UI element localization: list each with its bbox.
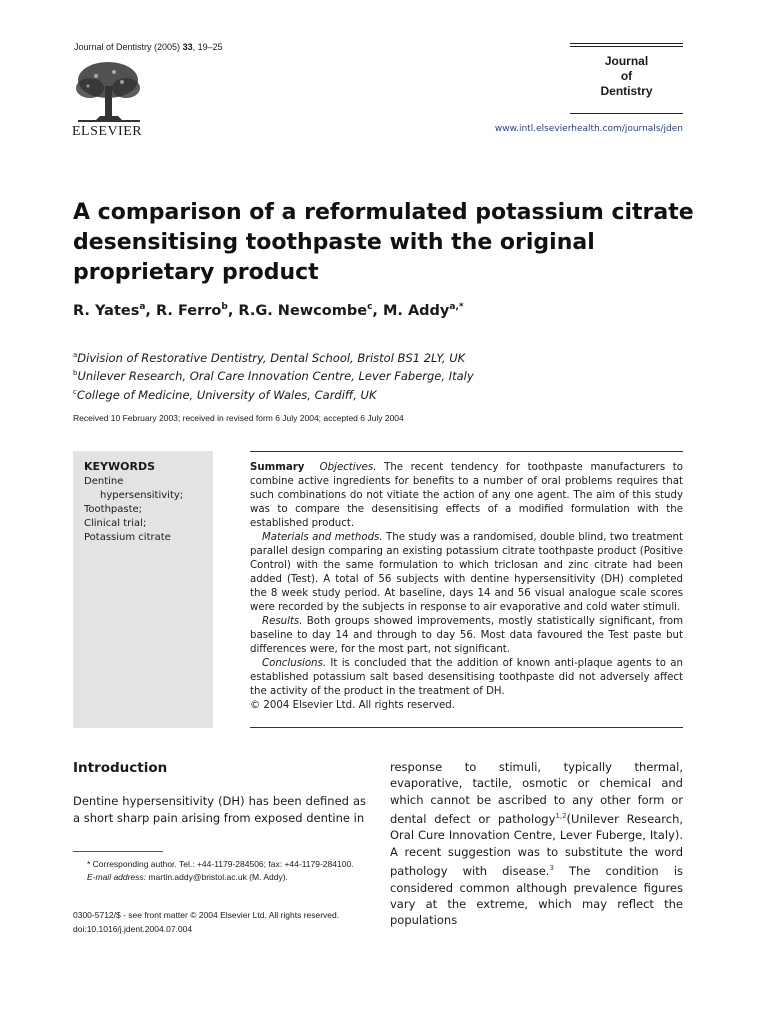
abstract-copyright: © 2004 Elsevier Ltd. All rights reserved. <box>250 700 455 711</box>
journal-title-line-3: Dentistry <box>600 84 653 98</box>
journal-title-line-1: Journal <box>604 54 649 68</box>
abstract-methods: The study was a randomised, double blind, two treatment parallel design comparing an existing potassium citrate toothpaste product (Positive Control) with the same formulation to which triclosan and zinc citrate had been added (Test). A total of 56 subjects with dentine hypersensitivity (DH) completed the 8 week study period. At baseline, days 14 and 56 visual analogue scale scores were recorded by the subjects in response to air evaporative and cold water stimuli. <box>250 532 683 613</box>
journal-url-link[interactable]: www.intl.elsevierhealth.com/journals/jden <box>494 124 683 134</box>
affiliation-item: $^c$College of Medicine, University of Wales, Cardiff, UK <box>73 387 377 402</box>
journal-citation: Journal of Dentistry (2005) 33, 19–25 <box>74 42 223 52</box>
summary-label: Summary <box>250 462 305 473</box>
issn-line: 0300-5712/$ - see front matter © 2004 Elsevier Ltd. All rights reserved. <box>73 910 340 920</box>
affiliation-item: $^b$Unilever Research, Oral Care Innovation Centre, Lever Faberge, Italy <box>73 369 474 384</box>
abstract-results: Both groups showed improvements, mostly statistically significant, from baseline to day 14 and through to day 56. Most data favoured the Test paste but differences were, for the most part, not significant. <box>250 616 683 655</box>
received-dates: Received 10 February 2003; received in revised form 6 July 2004; accepted 6 July 2004 <box>73 413 404 423</box>
keyword-item: Clinical trial; <box>84 518 147 529</box>
author-name: M. Addy <box>382 302 450 319</box>
author-name: R. Yates <box>73 302 140 319</box>
corresponding-author-footnote: * Corresponding author. Tel.: +44-1179-284506; fax: +44-1179-284100. E-mail address: martin.addy@bristol.ac.uk (M. Addy). <box>87 859 354 882</box>
keyword-item: hypersensitivity; <box>100 490 184 501</box>
affiliation-item: $^a$Division of Restorative Dentistry, Dental School, Bristol BS1 2LY, UK <box>73 350 466 365</box>
abstract: Summary Objectives. The recent tendency for toothpaste manufacturers to combine active ingredients for benefits to a number of oral problems requires that such combinations do not vitiate the action of any one agent. The aim of this study was to compare the desensitising effects of a modified formulation with the established product. Materials and methods. The study was a randomised, double blind, two treatment parallel design comparing an existing potassium citrate toothpaste product (Positive Control) with the same formulation to which triclosan and zinc citrate had been added (Test). A total of 56 subjects with dentine hypersensitivity (DH) completed the 8 week study period. At baseline, days 14 and 56 visual analogue scale scores were recorded by the subjects in response to air evaporative and cold water stimuli. Results. Both groups showed improvements, mostly statistically significant, from baseline to day 14 and through to day 56. Most data favoured the Test paste but differences were, for the most part, not significant. Conclusions. It is concluded that the addition of known anti-plaque agents to an established potassium salt based desensitising toothpaste did not adversely affect the activity of the product in the treatment of DH. © 2004 Elsevier Ltd. All rights reserved. <box>250 462 683 711</box>
abstract-conclusions: It is concluded that the addition of known anti-plaque agents to an established potassium salt based desensitising toothpaste did not adversely affect the activity of the product in the treatment of DH. <box>250 658 683 697</box>
reference-link[interactable]: 1,2 <box>555 812 567 821</box>
keywords-list <box>84 475 183 545</box>
front-matter-info <box>73 908 339 936</box>
abstract-top-rule <box>250 451 683 452</box>
keyword-item: Toothpaste; <box>84 504 143 515</box>
journal-box-rule <box>570 113 683 114</box>
publisher-name: ELSEVIER <box>72 124 143 139</box>
abstract-objectives: The recent tendency for toothpaste manufacturers to combine active ingredients for benefits to a number of oral problems requires that such combinations do not vitiate the action of any one agent. The aim of this study was to compare the desensitising effects of a modified formulation with the established product. <box>250 462 683 529</box>
keyword-item: Dentine <box>84 476 124 487</box>
affiliations <box>73 348 474 403</box>
reference-link[interactable]: 3 <box>549 864 554 873</box>
section-heading-introduction: Introduction <box>73 760 168 776</box>
doi-line: doi:10.1016/j.jdent.2004.07.004 <box>73 924 193 934</box>
keywords-heading: KEYWORDS <box>84 460 156 473</box>
abstract-bottom-rule <box>250 727 683 728</box>
footnote-rule <box>73 851 163 852</box>
keyword-item: Potassium citrate <box>84 532 171 543</box>
author-email: martin.addy@bristol.ac.uk (M. Addy). <box>146 872 288 882</box>
body-column-2: response to stimuli, typically thermal, evaporative, tactile, osmotic or chemical and which cannot be ascribed to any other form or dental defect or pathology$^{1,2}$(Unilever Research, Oral Cure Innovation Centre, Lever Fuberge, Italy). A recent suggestion was to substitute the word pathology with disease.$^3$ The condition is considered common although prevalence figures vary at the extreme, which may reflect the populations <box>390 760 684 928</box>
author-list: R. Yates$^a$, R. Ferro$^b$, R.G. Newcombe$^c$, M. Addy$^{a,*}$ <box>73 302 464 319</box>
journal-title-box <box>570 43 683 99</box>
article-title: A comparison of a reformulated potassium citrate desensitising toothpaste with the original proprietary product <box>73 200 694 285</box>
author-name: R. Ferro <box>155 302 222 319</box>
journal-title-line-2: of <box>620 69 633 83</box>
keywords-box <box>73 451 213 728</box>
intro-paragraph: Dentine hypersensitivity (DH) has been defined as a short sharp pain arising from exposed dentine in <box>73 794 366 825</box>
author-name: R.G. Newcombe <box>238 302 368 319</box>
